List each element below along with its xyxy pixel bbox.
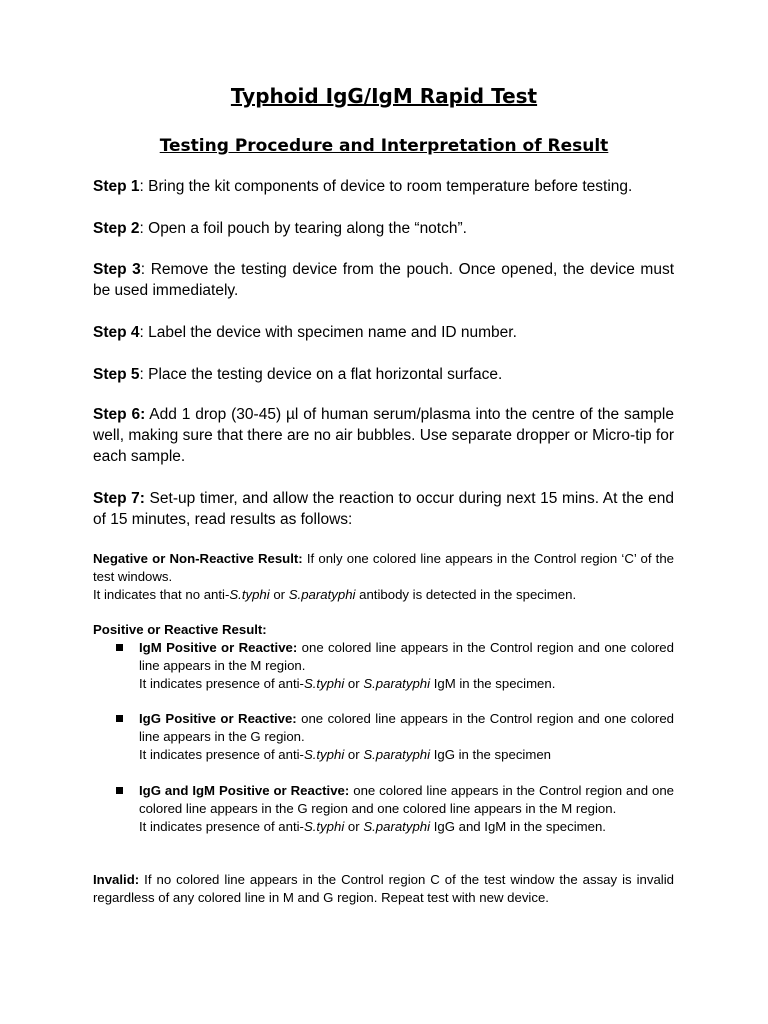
indication-text: antibody is detected in the specimen. — [355, 587, 577, 602]
item-indication — [139, 818, 674, 836]
step-2 — [93, 218, 674, 239]
step-text: Set-up timer, and allow the reaction to occur during next 15 mins. At the end of 15 minutes, read results as follows: — [93, 490, 674, 528]
step-text: Remove the testing device from the pouch. Once opened, the device must be used immediately. — [93, 261, 674, 299]
negative-result-indication — [93, 586, 674, 604]
indication-text: It indicates presence of anti- — [139, 819, 304, 834]
bullet-square-icon — [116, 644, 123, 651]
step-7 — [93, 488, 674, 530]
organism-name: S.typhi — [229, 587, 270, 602]
item-indication — [139, 675, 674, 693]
step-text: Label the device with specimen name and ID number. — [143, 324, 517, 341]
positive-item-igg-igm — [139, 782, 674, 836]
step-text: Place the testing device on a flat horizontal surface. — [143, 366, 503, 383]
item-text: one colored line appears in the Control region and one colored line appears in the G region. — [139, 711, 674, 744]
positive-item-igg — [139, 710, 674, 764]
document-subtitle: Testing Procedure and Interpretation of Result — [159, 136, 609, 156]
document-title: Typhoid IgG/IgM Rapid Test — [230, 84, 538, 108]
step-label: Step 1 — [93, 178, 140, 195]
positive-item-igm — [139, 639, 674, 693]
indication-text: It indicates presence of anti- — [139, 676, 304, 691]
conjunction: or — [344, 676, 364, 691]
invalid-result-label: Invalid: — [93, 872, 140, 887]
step-label: Step 7: — [93, 490, 145, 507]
indication-text: IgG in the specimen — [430, 747, 551, 762]
item-text: one colored line appears in the Control region and one colored line appears in the M region. — [139, 640, 674, 673]
step-label: Step 3 — [93, 261, 141, 278]
step-3 — [93, 259, 674, 301]
conjunction: or — [269, 587, 289, 602]
indication-text: It indicates that no anti- — [93, 587, 230, 602]
organism-name: S.paratyphi — [363, 819, 431, 834]
conjunction: or — [344, 747, 364, 762]
organism-name: S.typhi — [303, 676, 345, 691]
positive-result-heading — [93, 621, 674, 639]
conjunction: or — [344, 819, 364, 834]
bullet-square-icon — [116, 787, 123, 794]
bullet-square-icon — [116, 715, 123, 722]
indication-text: IgG and IgM in the specimen. — [430, 819, 606, 834]
invalid-result-text: If no colored line appears in the Control region C of the test window the assay is invalid regardless of any colored line in M and G region. Repeat test with new device. — [93, 872, 674, 905]
organism-name: S.paratyphi — [363, 676, 431, 691]
positive-result-label: Positive or Reactive Result: — [93, 622, 267, 637]
organism-name: S.typhi — [303, 747, 345, 762]
negative-result-label: Negative or Non-Reactive Result: — [93, 551, 303, 566]
item-label: IgG and IgM Positive or Reactive: — [139, 783, 350, 798]
negative-result-description — [93, 550, 674, 586]
invalid-result — [93, 871, 674, 907]
negative-result-text: If only one colored line appears in the Control region ‘C’ of the test windows. — [93, 551, 674, 584]
item-text: one colored line appears in the Control region and one colored line appears in the G region and one colored line appears in the M region. — [139, 783, 674, 816]
step-text: Bring the kit components of device to room temperature before testing. — [143, 178, 633, 195]
step-separator: : — [139, 178, 144, 195]
item-description — [139, 639, 674, 675]
indication-text: It indicates presence of anti- — [139, 747, 304, 762]
step-separator: : — [139, 220, 144, 237]
step-4 — [93, 322, 674, 343]
step-label: Step 5 — [93, 366, 140, 383]
item-label: IgM Positive or Reactive: — [139, 640, 298, 655]
step-label: Step 6: — [93, 406, 146, 423]
step-separator: : — [139, 366, 144, 383]
step-1 — [93, 176, 674, 197]
item-indication — [139, 746, 674, 764]
step-text: Open a foil pouch by tearing along the “notch”. — [143, 220, 467, 237]
organism-name: S.typhi — [303, 819, 345, 834]
step-label: Step 2 — [93, 220, 140, 237]
organism-name: S.paratyphi — [288, 587, 356, 602]
item-description — [139, 710, 674, 746]
step-text: Add 1 drop (30-45) µl of human serum/plasma into the centre of the sample well, making sure that there are no air bubbles. Use separate dropper or Micro-tip for each sample. — [93, 406, 674, 465]
step-separator: : — [139, 324, 144, 341]
step-6 — [93, 404, 674, 467]
item-label: IgG Positive or Reactive: — [139, 711, 297, 726]
step-5 — [93, 364, 674, 385]
negative-result — [93, 550, 674, 604]
step-separator: : — [140, 261, 146, 278]
item-description — [139, 782, 674, 818]
organism-name: S.paratyphi — [363, 747, 431, 762]
step-label: Step 4 — [93, 324, 140, 341]
indication-text: IgM in the specimen. — [430, 676, 556, 691]
